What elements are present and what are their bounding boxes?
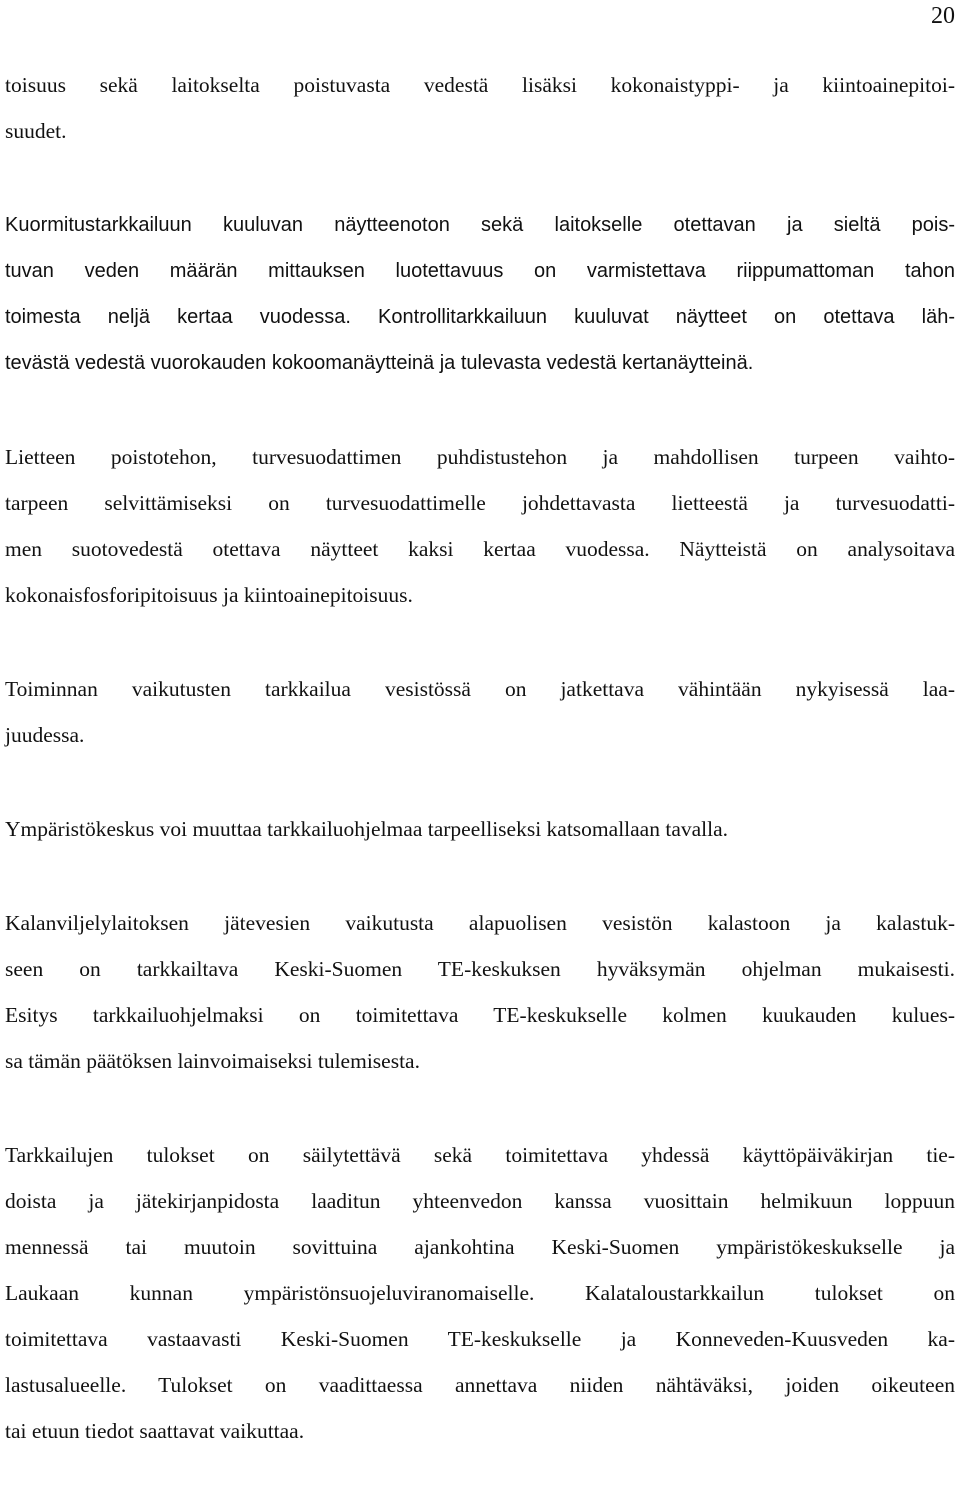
text-line: suudet. <box>5 119 67 143</box>
text-line: Lietteen poistotehon, turvesuodattimen puhdistustehon ja mahdollisen turpeen vaihto- <box>5 445 955 469</box>
document-body <box>5 62 955 1502</box>
paragraph-results-delivery <box>5 1132 955 1454</box>
text-line: tai etuun tiedot saattavat vaikuttaa. <box>5 1419 305 1443</box>
text-line: Toiminnan vaikutusten tarkkailua vesistössä on jatkettava vähintään nykyisessä laa- <box>5 677 955 701</box>
text-line: toimitettava vastaavasti Keski-Suomen TE-keskukselle ja Konneveden-Kuusveden ka- <box>5 1327 955 1351</box>
text-line: Ympäristökeskus voi muuttaa tarkkailuohjelmaa tarpeelliseksi katsomallaan tavalla. <box>5 817 729 841</box>
text-line: sa tämän päätöksen lainvoimaiseksi tulemisesta. <box>5 1049 420 1073</box>
text-line: toisuus sekä laitokselta poistuvasta vedestä lisäksi kokonaistyppi- ja kiintoainepitoi- <box>5 73 955 97</box>
paragraph-load-monitoring <box>5 202 955 386</box>
text-line: Laukaan kunnan ympäristönsuojeluviranomaiselle. Kalataloustarkkailun tulokset on <box>5 1281 955 1305</box>
text-line: juudessa. <box>5 723 85 747</box>
paragraph-water-body-monitoring <box>5 666 955 758</box>
paragraph-fish-monitoring <box>5 900 955 1084</box>
paragraph-sampling-continued <box>5 62 955 154</box>
page-number: 20 <box>931 3 955 29</box>
text-line: men suotovedestä otettava näytteet kaksi kertaa vuodessa. Näytteistä on analysoitava <box>5 537 955 561</box>
text-line: toimesta neljä kertaa vuodessa. Kontrollitarkkailuun kuuluvat näytteet on otettava läh- <box>5 306 955 328</box>
text-line: lastusalueelle. Tulokset on vaadittaessa annettava niiden nähtäväksi, joiden oikeuteen <box>5 1373 955 1397</box>
text-line: mennessä tai muutoin sovittuina ajankohtina Keski-Suomen ympäristökeskukselle ja <box>5 1235 955 1259</box>
text-line: Kuormitustarkkailuun kuuluvan näytteenoton sekä laitokselle otettavan ja sieltä pois- <box>5 214 955 236</box>
text-line: kokonaisfosforipitoisuus ja kiintoainepitoisuus. <box>5 583 413 607</box>
text-line: Kalanviljelylaitoksen jätevesien vaikutusta alapuolisen vesistön kalastoon ja kalastuk- <box>5 911 955 935</box>
text-line: Tarkkailujen tulokset on säilytettävä sekä toimitettava yhdessä käyttöpäiväkirjan tie- <box>5 1143 955 1167</box>
text-line: doista ja jätekirjanpidosta laaditun yhteenvedon kanssa vuosittain helmikuun loppuun <box>5 1189 955 1213</box>
text-line: Esitys tarkkailuohjelmaksi on toimitettava TE-keskukselle kolmen kuukauden kulues- <box>5 1003 955 1027</box>
paragraph-sludge-removal <box>5 434 955 618</box>
text-line: tuvan veden määrän mittauksen luotettavuus on varmistettava riippumattoman tahon <box>5 260 955 282</box>
paragraph-program-changes <box>5 806 955 852</box>
text-line: tevästä vedestä vuorokauden kokoomanäytteinä ja tulevasta vedestä kertanäytteinä. <box>5 352 754 374</box>
text-line: seen on tarkkailtava Keski-Suomen TE-keskuksen hyväksymän ohjelman mukaisesti. <box>5 957 955 981</box>
text-line: tarpeen selvittämiseksi on turvesuodattimelle johdettavasta lietteestä ja turvesuodatti- <box>5 491 955 515</box>
